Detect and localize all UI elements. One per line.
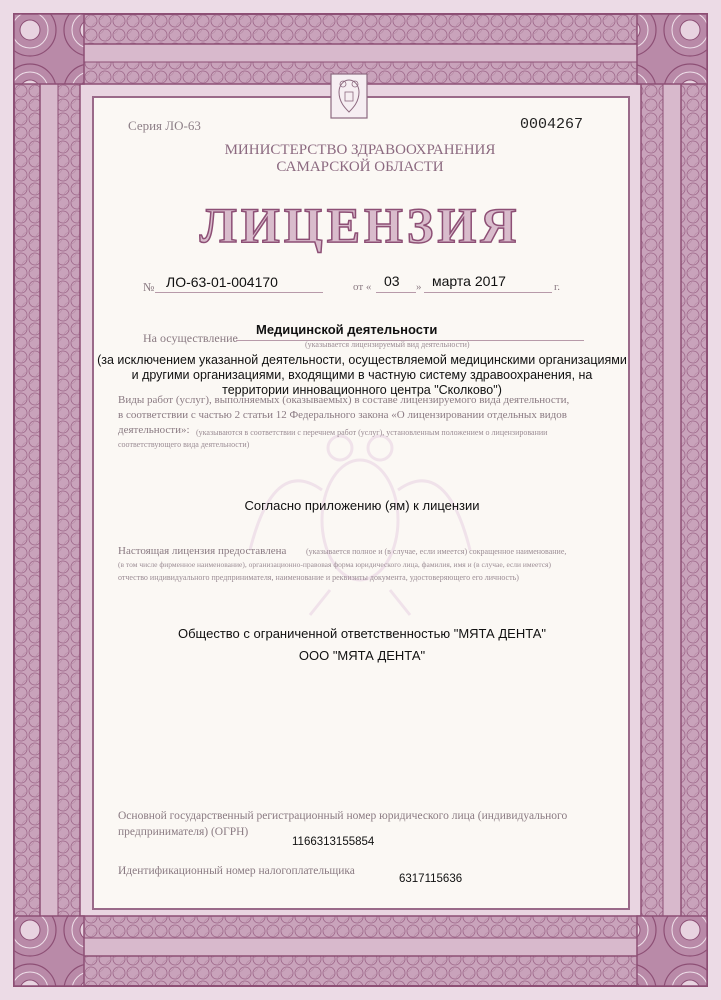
day-suffix: » (416, 281, 422, 293)
activity-exception (92, 353, 632, 398)
ministry-name (180, 142, 540, 176)
licensee-label: Настоящая лицензия предоставлена (118, 545, 287, 557)
year-suffix: г. (554, 281, 561, 293)
inn-label: Идентификационный номер налогоплательщика (118, 865, 355, 877)
works-line-2: в соответствии с частью 2 статьи 12 Федерального закона «О лицензировании отдельных видов (118, 409, 567, 421)
date-prefix: от « (353, 281, 372, 293)
number-underline (155, 292, 323, 293)
month-underline (424, 292, 552, 293)
activity-value: Медицинской деятельности (256, 322, 438, 337)
exception-line-3: территории инновационного центра "Сколково") (222, 383, 502, 397)
number-prefix: № (143, 280, 155, 294)
ogrn-value: 1166313155854 (292, 836, 375, 848)
exception-line-1: (за исключением указанной деятельности, осуществляемой медицинскими организациями (97, 353, 627, 367)
coat-of-arms-icon (329, 72, 369, 122)
works-line-1: Виды работ (услуг), выполняемых (оказываемых) в составе лицензируемого вида деятельности, (118, 394, 570, 406)
document-title: ЛИЦЕНЗИЯ (199, 197, 521, 253)
activity-label: На осуществление (143, 331, 238, 345)
licensee-hint-2: (в том числе фирменное наименование), организационно-правовая форма юридического лица, фамилия, имя и (в случае, если имеется) (118, 560, 551, 569)
license-number: ЛО-63-01-004170 (166, 274, 278, 290)
watermark-eagle-icon (240, 420, 480, 620)
ministry-line-2: САМАРСКОЙ ОБЛАСТИ (276, 159, 444, 175)
works-value: Согласно приложению (ям) к лицензии (244, 498, 480, 513)
license-month-year: марта 2017 (432, 273, 506, 289)
day-underline (376, 292, 416, 293)
ministry-line-1: МИНИСТЕРСТВО ЗДРАВООХРАНЕНИЯ (224, 142, 496, 158)
license-day: 03 (384, 273, 400, 289)
works-hint-1: (указываются в соответствии с перечнем работ (услуг), установленным положением о лицензировании (196, 428, 548, 437)
ogrn-label-line-1: Основной государственный регистрационный номер юридического лица (индивидуального (118, 810, 568, 822)
licensee-hint-3: отчество индивидуального предпринимателя, наименование и реквизиты документа, удостоверяющего его личность) (118, 573, 519, 582)
works-hint-2: соответствующего вида деятельности) (118, 440, 250, 449)
series-label: Серия ЛО-63 (128, 118, 201, 133)
activity-hint: (указывается лицензируемый вид деятельности) (305, 340, 470, 349)
form-number: 0004267 (520, 116, 584, 133)
exception-line-2: и другими организациями, входящими в частную систему здравоохранения, на (131, 368, 593, 382)
licensee-hint-1: (указывается полное и (в случае, если имеется) сокращенное наименование, (306, 547, 567, 556)
works-line-3: деятельности»: (118, 424, 190, 436)
licensee-short-name: ООО "МЯТА ДЕНТА" (298, 648, 426, 663)
ogrn-label-line-2: предпринимателя) (ОГРН) (118, 826, 249, 838)
licensee-full-name: Общество с ограниченной ответственностью "МЯТА ДЕНТА" (177, 626, 546, 641)
inn-value: 6317115636 (399, 873, 463, 885)
